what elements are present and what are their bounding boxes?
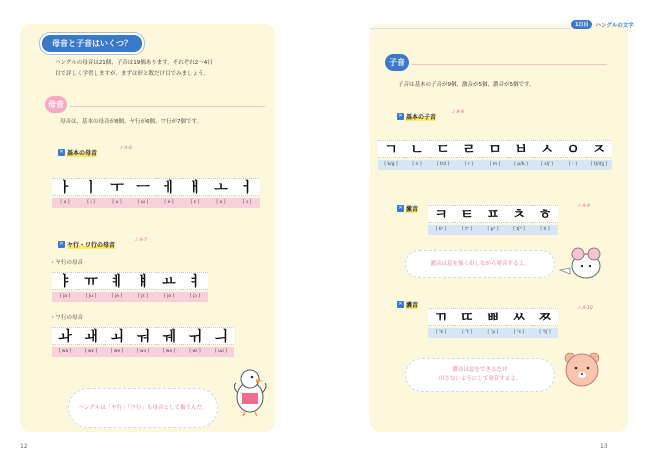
romanization-label: [ p/b ] bbox=[508, 160, 534, 170]
hangul-glyph: ㄲ bbox=[428, 308, 454, 326]
romanization-label: [ jo ] bbox=[156, 292, 182, 302]
hangul-glyph: ㅏ bbox=[52, 178, 78, 196]
hangul-glyph: ㅁ bbox=[482, 140, 508, 158]
romanization-label: [ o ] bbox=[208, 198, 234, 208]
hangul-glyph: ㅊ bbox=[506, 205, 532, 223]
romanization-label: [ r ] bbox=[456, 160, 482, 170]
hangul-glyph: ㅆ bbox=[506, 308, 532, 326]
letter-cell bbox=[456, 140, 482, 170]
romanization-label: [ wa ] bbox=[52, 347, 78, 357]
hangul-glyph: ㅃ bbox=[480, 308, 506, 326]
romanization-label: [ n ] bbox=[404, 160, 430, 170]
romanization-label: [ k/g ] bbox=[378, 160, 404, 170]
divider bbox=[70, 106, 265, 107]
letter-cell bbox=[404, 140, 430, 170]
letter-cell bbox=[378, 140, 404, 170]
romanization-label: [ tʃʰ ] bbox=[506, 225, 532, 235]
speech-bubble: 濃音は息をできるだけ 出さないようにして発音するよ。 bbox=[405, 358, 555, 392]
letter-cell bbox=[532, 308, 558, 338]
romanization-label: [ m ] bbox=[482, 160, 508, 170]
vowel-section-text: 母音は、基本の母音が8個、ヤ行が6個、ワ行が7個です。 bbox=[60, 119, 203, 125]
letter-cell bbox=[482, 140, 508, 170]
hangul-glyph: ㅈ bbox=[586, 140, 612, 158]
letter-cell bbox=[428, 308, 454, 338]
romanization-label: [ kʰ ] bbox=[428, 225, 454, 235]
basic-consonant-heading: ✕ 基本の子音 bbox=[398, 113, 437, 121]
vowel-section-badge: 母音 bbox=[45, 96, 67, 113]
intro-text bbox=[55, 58, 270, 80]
letter-cell bbox=[428, 205, 454, 235]
letter-cell bbox=[508, 140, 534, 170]
hangul-glyph: ㅇ bbox=[560, 140, 586, 158]
hangul-glyph: ㅖ bbox=[104, 272, 130, 290]
romanization-label: [ je ] bbox=[104, 292, 130, 302]
letter-cell bbox=[454, 205, 480, 235]
letter-cell bbox=[182, 327, 208, 357]
audio-track-icon[interactable]: ♪ A-8 bbox=[452, 110, 464, 115]
letter-cell bbox=[156, 272, 182, 302]
audio-track-icon[interactable]: ♪ A-6 bbox=[120, 146, 132, 151]
letter-cell bbox=[52, 178, 78, 208]
x-icon: ✕ bbox=[398, 205, 403, 211]
letter-cell bbox=[430, 140, 456, 170]
letter-cell bbox=[104, 178, 130, 208]
hangul-glyph: ㅋ bbox=[428, 205, 454, 223]
romanization-label: [ ja ] bbox=[52, 292, 78, 302]
x-icon: ✕ bbox=[59, 241, 64, 247]
hangul-glyph: ㅎ bbox=[532, 205, 558, 223]
letter-cell bbox=[104, 327, 130, 357]
aspirated-heading: ✕ 激音 bbox=[398, 205, 419, 213]
romanization-label: [ we ] bbox=[156, 347, 182, 357]
hangul-glyph: ㅉ bbox=[532, 308, 558, 326]
ya-label: ・ヤ行の母音 bbox=[50, 260, 84, 266]
basic-vowel-heading: ✕ 基本の母音 bbox=[59, 149, 98, 157]
romanization-label: [ jɛ ] bbox=[130, 292, 156, 302]
wa-label: ・ワ行の母音 bbox=[50, 315, 84, 321]
romanization-label: [ s/ʃ ] bbox=[534, 160, 560, 170]
letter-cell bbox=[506, 308, 532, 338]
romanization-label: [ ˀp ] bbox=[480, 328, 506, 338]
romanization-label: [ u ] bbox=[104, 198, 130, 208]
hangul-glyph: ㄴ bbox=[404, 140, 430, 158]
romanization-label: [ tʃ/dʒ ] bbox=[586, 160, 612, 170]
basic-consonant-row bbox=[378, 140, 612, 170]
hangul-glyph: ㅜ bbox=[104, 178, 130, 196]
hangul-glyph: ㅢ bbox=[208, 327, 234, 345]
letter-cell bbox=[78, 178, 104, 208]
romanization-label: [ wi ] bbox=[182, 347, 208, 357]
hangul-glyph: ㅌ bbox=[454, 205, 480, 223]
romanization-label: [ wɔ ] bbox=[130, 347, 156, 357]
romanization-label: [ wɛ ] bbox=[78, 347, 104, 357]
letter-cell bbox=[208, 327, 234, 357]
letter-cell bbox=[156, 178, 182, 208]
romanization-label: [ we ] bbox=[104, 347, 130, 357]
x-icon: ✕ bbox=[398, 113, 403, 119]
hangul-glyph: ㅔ bbox=[156, 178, 182, 196]
bear-mascot-illustration bbox=[562, 350, 604, 394]
letter-cell bbox=[480, 205, 506, 235]
romanization-label: [ h ] bbox=[532, 225, 558, 235]
hangul-glyph: ㄸ bbox=[454, 308, 480, 326]
intro-line-1: ハングルの母音は21個、子音は19個あります。それぞれ2～4日 bbox=[55, 60, 213, 66]
hangul-glyph: ㄱ bbox=[378, 140, 404, 158]
hangul-glyph: ㅙ bbox=[78, 327, 104, 345]
romanization-label: [ ju ] bbox=[78, 292, 104, 302]
letter-cell bbox=[156, 327, 182, 357]
x-icon: ✕ bbox=[398, 301, 403, 307]
hangul-glyph: ㅒ bbox=[130, 272, 156, 290]
hangul-glyph: ㅟ bbox=[182, 327, 208, 345]
letter-cell bbox=[480, 308, 506, 338]
tense-row bbox=[428, 308, 558, 338]
x-icon: ✕ bbox=[59, 149, 64, 155]
letter-cell bbox=[234, 178, 260, 208]
aspirated-row bbox=[428, 205, 558, 235]
audio-track-icon[interactable]: ♪ A-10 bbox=[578, 306, 593, 311]
consonant-section-badge: 子音 bbox=[385, 54, 409, 71]
letter-cell bbox=[130, 272, 156, 302]
letter-cell bbox=[560, 140, 586, 170]
letter-cell bbox=[532, 205, 558, 235]
audio-track-icon[interactable]: ♪ A-9 bbox=[578, 204, 590, 209]
speech-bubble: 激音は息を強く出しながら発音するよ。 bbox=[405, 250, 555, 278]
romanization-label: [ e ] bbox=[156, 198, 182, 208]
basic-vowel-row bbox=[52, 178, 260, 208]
speech-bubble: ハングルは「ヤ行」「ワ行」も母音として扱うんだ。 bbox=[68, 388, 218, 428]
romanization-label: [ ˀk ] bbox=[428, 328, 454, 338]
romanization-label: [ ɯi ] bbox=[208, 347, 234, 357]
romanization-label: [ ɯ ] bbox=[130, 198, 156, 208]
hangul-glyph: ㅝ bbox=[130, 327, 156, 345]
hangul-glyph: ㅘ bbox=[52, 327, 78, 345]
letter-cell bbox=[52, 327, 78, 357]
ya-wa-vowel-heading: ✕ ヤ行・ワ行の母音 bbox=[59, 241, 116, 249]
hangul-glyph: ㅓ bbox=[234, 178, 260, 196]
chapter-header: 1日目 ハングルの文字 bbox=[571, 20, 634, 29]
page-title: 母音と子音はいくつ？ bbox=[40, 33, 144, 54]
hangul-glyph: ㅐ bbox=[182, 178, 208, 196]
audio-track-icon[interactable]: ♪ A-7 bbox=[135, 238, 147, 243]
letter-cell bbox=[130, 178, 156, 208]
header-line bbox=[370, 28, 570, 29]
letter-cell bbox=[52, 272, 78, 302]
consonant-section-text: 子音は基本の子音が9個、激音が5個、濃音が5個です。 bbox=[398, 82, 535, 88]
hangul-glyph: ㅍ bbox=[480, 205, 506, 223]
letter-cell bbox=[130, 327, 156, 357]
letter-cell bbox=[208, 178, 234, 208]
letter-cell bbox=[104, 272, 130, 302]
hangul-glyph: ㅠ bbox=[78, 272, 104, 290]
letter-cell bbox=[182, 272, 208, 302]
hangul-glyph: ㄷ bbox=[430, 140, 456, 158]
hangul-glyph: ㅅ bbox=[534, 140, 560, 158]
romanization-label: [ ɔ ] bbox=[234, 198, 260, 208]
hangul-glyph: ㅚ bbox=[104, 327, 130, 345]
hangul-glyph: ㅗ bbox=[208, 178, 234, 196]
romanization-label: [ ˀs ] bbox=[506, 328, 532, 338]
letter-cell bbox=[78, 272, 104, 302]
letter-cell bbox=[182, 178, 208, 208]
romanization-label: [ t/d ] bbox=[430, 160, 456, 170]
romanization-label: [ tʰ ] bbox=[454, 225, 480, 235]
romanization-label: [ ˀtʃ ] bbox=[532, 328, 558, 338]
page-number-right: 13 bbox=[600, 443, 608, 450]
romanization-label: [ i ] bbox=[78, 198, 104, 208]
tense-heading: ✕ 濃音 bbox=[398, 301, 419, 309]
romanization-label: [ ɛ ] bbox=[182, 198, 208, 208]
letter-cell bbox=[454, 308, 480, 338]
romanization-label: [ jɔ ] bbox=[182, 292, 208, 302]
page-number-left: 12 bbox=[20, 443, 28, 450]
letter-cell bbox=[586, 140, 612, 170]
hangul-glyph: ㅞ bbox=[156, 327, 182, 345]
ya-vowel-row bbox=[52, 272, 208, 302]
hangul-glyph: ㅣ bbox=[78, 178, 104, 196]
romanization-label: [ a ] bbox=[52, 198, 78, 208]
hangul-glyph: ㅡ bbox=[130, 178, 156, 196]
hangul-glyph: ㄹ bbox=[456, 140, 482, 158]
pigeon-mascot-illustration bbox=[230, 365, 270, 421]
romanization-label: [ - ] bbox=[560, 160, 586, 170]
letter-cell bbox=[78, 327, 104, 357]
hangul-glyph: ㅛ bbox=[156, 272, 182, 290]
romanization-label: [ ˀt ] bbox=[454, 328, 480, 338]
letter-cell bbox=[506, 205, 532, 235]
hangul-glyph: ㅑ bbox=[52, 272, 78, 290]
romanization-label: [ pʰ ] bbox=[480, 225, 506, 235]
letter-cell bbox=[534, 140, 560, 170]
wa-vowel-row bbox=[52, 327, 234, 357]
mouse-mascot-illustration bbox=[556, 244, 606, 288]
hangul-glyph: ㅕ bbox=[182, 272, 208, 290]
hangul-glyph: ㅂ bbox=[508, 140, 534, 158]
intro-line-2: 目で詳しく学習しますが、まずは形と数だけ目でみましょう。 bbox=[55, 71, 210, 77]
divider bbox=[412, 64, 607, 65]
